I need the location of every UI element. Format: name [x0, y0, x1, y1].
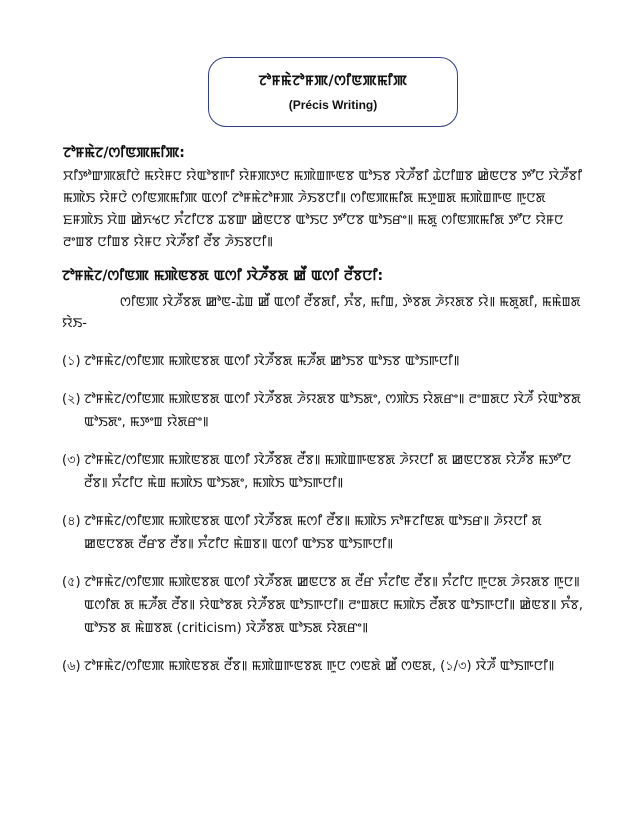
rules-list — [62, 350, 592, 678]
page-title: ꯖꯣꯝꯃꯥꯖꯣꯝꯄ/ꯁꯤꯟꯄꯃꯤꯄ — [258, 73, 408, 89]
list-item-text: ꯖꯣꯝꯃꯥꯖ/ꯁꯤꯟꯄ ꯃꯄꯥꯟꯕꯗ ꯑꯁꯤ ꯋꯥꯍꯩꯕꯗ ꯃꯍꯩꯗ ꯀꯣꯏꯕ ꯑꯣꯏꯕ ꯑꯣꯏꯒꯅꯤ꯫ — [84, 354, 460, 369]
list-item-text: ꯖꯣꯝꯃꯥꯖ/ꯁꯤꯟꯄ ꯃꯄꯥꯟꯕꯗ ꯑꯁꯤ ꯋꯥꯍꯩꯕꯗ ꯍꯥꯌꯗꯕ ꯑꯣꯏꯗꯦ, ꯁꯄꯥꯏ ꯌꯥꯗꯔꯦ꯫ ꯂꯦꯡꯗꯅ ꯋꯥꯍꯩ ꯌꯥꯑꯣꯕꯗ ꯑꯣꯏꯗꯦ, ꯃꯇꯦꯡ ꯌꯥꯗꯔꯦ꯫ — [84, 392, 581, 430]
list-item-text: ꯖꯣꯝꯃꯥꯖ/ꯁꯤꯟꯄ ꯃꯄꯥꯟꯕꯗ ꯑꯁꯤ ꯋꯥꯍꯩꯕꯗ ꯃꯁꯤ ꯂꯩꯕ꯫ ꯃꯄꯥꯏ ꯈꯣꯝꯖꯤꯟꯗ ꯑꯣꯏꯔ꯫ ꯍꯥꯌꯅꯤ ꯗ ꯀꯟꯅꯕꯗ ꯂꯩꯔꯕ ꯂꯩꯕ꯫ ꯈꯪꯖꯤꯅ ꯃꯥꯡꯕ꯫ ꯑꯁꯤ ꯑꯣꯏꯕ ꯑꯣꯏꯒꯅꯤ꯫ — [84, 514, 542, 552]
section-heading: ꯖꯣꯝꯃꯥꯖ/ꯁꯤꯟꯄ ꯃꯄꯥꯟꯕꯗ ꯑꯁꯤ ꯋꯥꯍꯩꯕꯗ ꯀꯩ ꯑꯁꯤ ꯂꯩꯕꯅꯤ: — [62, 268, 384, 284]
intro-block — [63, 142, 583, 254]
list-item-number: (৪) — [62, 514, 81, 529]
intro-heading: ꯖꯣꯝꯃꯥꯖ/ꯁꯤꯟꯄꯃꯤꯄ: — [63, 145, 185, 161]
list-item-number: (২) — [62, 392, 81, 407]
title-box — [208, 57, 458, 127]
list-item — [62, 350, 592, 373]
list-item — [62, 449, 592, 495]
list-item-text: ꯖꯣꯝꯃꯥꯖ/ꯁꯤꯟꯄ ꯃꯄꯥꯟꯕꯗ ꯂꯩꯕ꯫ ꯃꯄꯥꯡꯒꯟꯕꯗ ꯒꯨꯅ ꯁꯟꯗꯥ ꯀꯩ ꯁꯟꯗ, (১/৩) ꯋꯥꯍꯩ ꯑꯣꯏꯒꯅꯤ꯫ — [84, 659, 555, 674]
list-item — [62, 571, 592, 640]
list-item-number: (৫) — [62, 575, 81, 590]
list-item — [62, 655, 592, 678]
list-item-text: ꯖꯣꯝꯃꯥꯖ/ꯁꯤꯟꯄ ꯃꯄꯥꯟꯕꯗ ꯑꯁꯤ ꯋꯥꯍꯩꯕꯗ ꯂꯩꯕ꯫ ꯃꯄꯥꯡꯒꯟꯕꯗ ꯍꯥꯌꯅꯤ ꯗ ꯀꯟꯅꯕꯗ ꯌꯥꯍꯩꯕ ꯃꯇꯧꯅ ꯂꯩꯕ꯫ ꯈꯪꯖꯤꯅ ꯃꯥꯡ ꯃꯄꯥꯏ ꯑꯣꯏꯗꯦ, ꯃꯄꯥꯏ ꯑꯣꯏꯒꯅꯤ꯫ — [84, 453, 572, 491]
list-item-text: ꯖꯣꯝꯃꯥꯖ/ꯁꯤꯟꯄ ꯃꯄꯥꯟꯕꯗ ꯑꯁꯤ ꯋꯥꯍꯩꯕꯗ ꯀꯟꯅꯕ ꯗ ꯂꯩꯔ ꯈꯪꯖꯤꯟ ꯂꯩꯕ꯫ ꯈꯪꯖꯤꯅ ꯒꯨꯅꯗ ꯍꯥꯌꯗꯕ ꯒꯨꯅ꯫ ꯑꯁꯤꯗ ꯗ ꯃꯍꯩꯗ ꯂꯩꯕ꯫ ꯌꯥꯑꯣꯕꯗ ꯌꯥꯍꯩꯕꯗ ꯑꯣꯏꯒꯅꯤ꯫ ꯂꯦꯡꯗꯅ ꯃꯄꯥꯏ ꯂꯩꯗꯕ ꯑꯣꯏꯒꯅꯤ꯫ ꯀꯥꯟꯕ꯫ ꯈꯪꯕ, ꯑꯣꯏꯕ ꯗ ꯃꯥꯡꯕꯗ (criticism) ꯋꯥꯍꯩꯕꯗ ꯑꯣꯏꯗ ꯌꯥꯗꯔꯦ꯫ — [84, 575, 583, 636]
intro-paragraph: ꯆꯤꯇꯣꯛꯄꯗꯤꯅꯥ ꯃꯌꯥꯝꯅ ꯌꯥꯑꯣꯕꯒꯤ ꯌꯥꯝꯄꯇꯅ ꯃꯄꯥꯡꯒꯟꯕ ꯑꯣꯏꯕ ꯋꯥꯍꯩꯕꯤ ꯊꯥꯅꯤꯡꯕ ꯀꯥꯟꯅꯕ ꯇꯧꯅ ꯋꯥꯍꯩꯕꯤ ꯃꯄꯥꯏ ꯌꯥꯝꯅꯥ ꯁꯤꯟꯄꯃꯤꯄ ꯑꯁꯤ ꯖꯣꯝꯃꯥꯖꯣꯝꯄ ꯍꯥꯏꯕꯅꯤ꯫ ꯁꯤꯟꯄꯃꯤꯗ ꯃꯇꯨꯡꯗ ꯃꯄꯥꯡꯒꯟ ꯒꯨꯅꯗ ꯐꯝꯄꯥꯏ ꯆꯥꯡ ꯀꯥꯈꯠꯅ ꯈꯪꯖꯤꯅꯕ ꯊꯕꯛ ꯀꯥꯟꯅꯕ ꯑꯣꯏꯅ ꯇꯧꯅꯕ ꯑꯣꯏꯔꯦ꯫ ꯃꯗꯨ ꯁꯤꯟꯄꯃꯤꯗ ꯇꯧꯅ ꯌꯥꯝꯅ ꯂꯦꯡꯕ ꯅꯤꯡꯕ ꯌꯥꯝꯅ ꯋꯥꯍꯩꯕꯤ ꯂꯩꯕ ꯍꯥꯏꯕꯅꯤ꯫ — [63, 169, 583, 250]
list-item-number: (১) — [62, 354, 81, 369]
list-item — [62, 388, 592, 434]
page-subtitle: (Précis Writing) — [288, 98, 378, 112]
list-item — [62, 510, 592, 556]
list-item-number: (৬) — [62, 659, 81, 674]
list-item-number: (৩) — [62, 453, 81, 468]
section-intro: ꯁꯤꯟꯄ ꯋꯥꯍꯩꯕꯗ ꯀꯣꯟ-ꯊꯥꯡ ꯀꯩ ꯑꯁꯤ ꯂꯩꯕꯗꯤ, ꯈꯪꯕ, ꯃꯤꯡ, ꯇꯥꯕꯗ ꯍꯥꯌꯗꯕ ꯌꯥ꯫ ꯃꯗꯨꯗꯤ, ꯃꯃꯥꯡꯗ ꯌꯥꯏ- — [62, 295, 581, 331]
